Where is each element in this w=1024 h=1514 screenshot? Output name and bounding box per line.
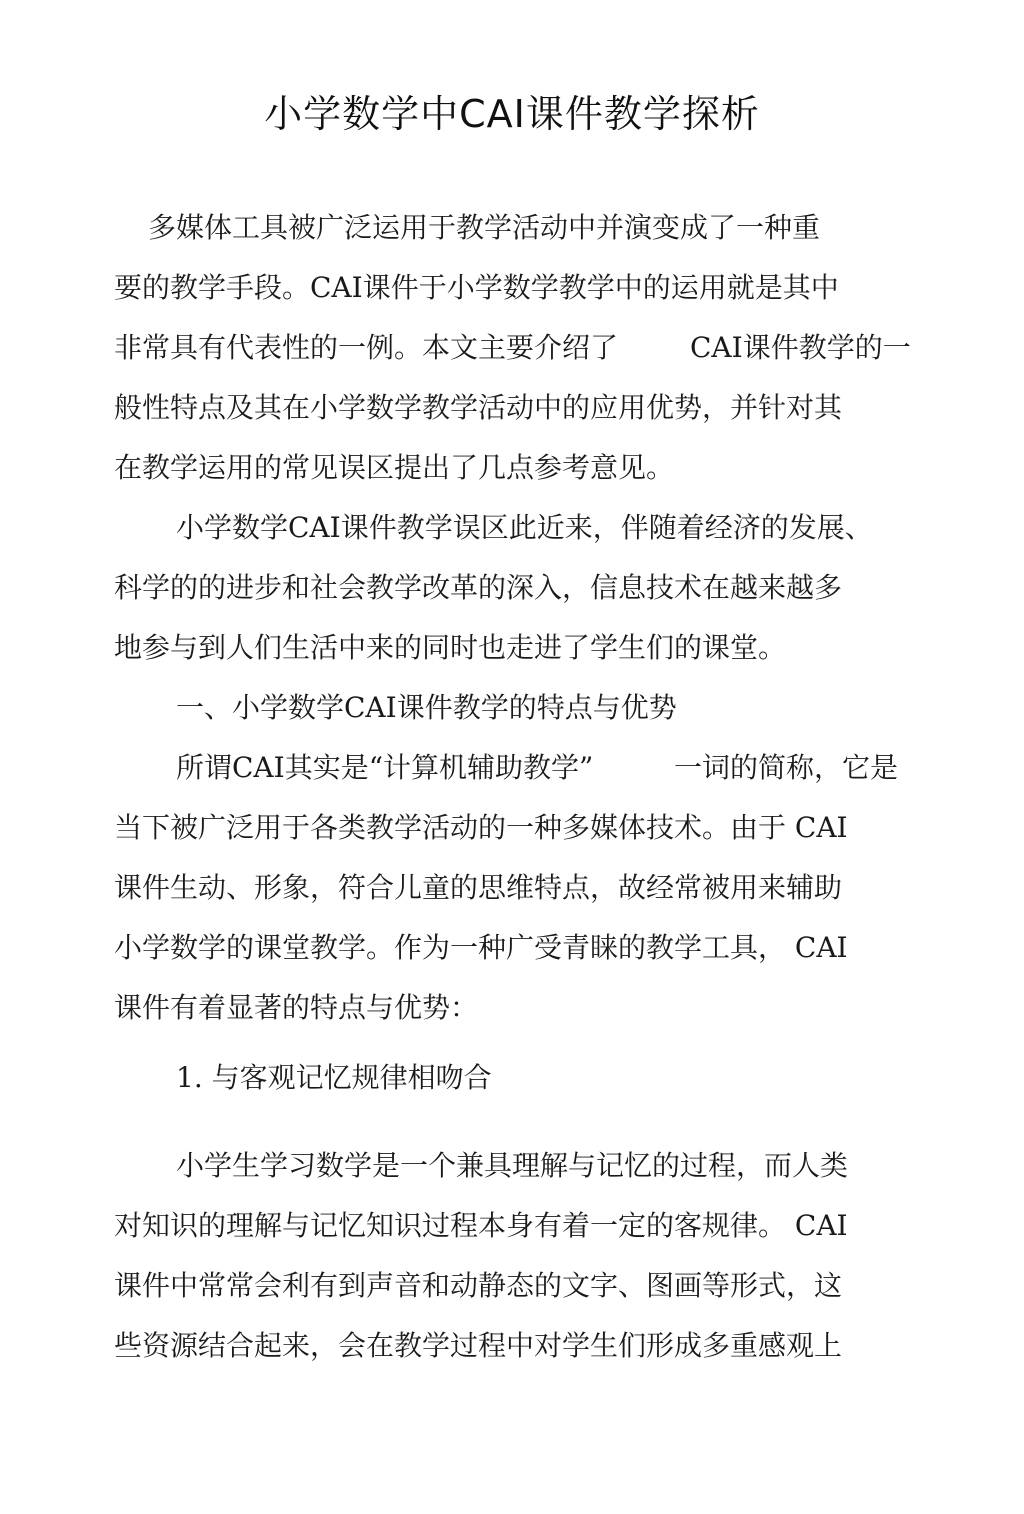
para3-line-4: 小学数学的课堂教学。作为一种广受青睐的教学工具， CAI — [114, 931, 848, 964]
para4-line-4: 些资源结合起来，会在教学过程中对学生们形成多重感观上 — [114, 1329, 843, 1362]
para3-line-1a: 所谓CAI其实是“计算机辅助教学” — [176, 751, 594, 784]
intro-line-2: 要的教学手段。CAI课件于小学数学教学中的运用就是其中 — [114, 271, 839, 304]
intro-line-4: 般性特点及其在小学数学教学活动中的应用优势，并针对其 — [114, 391, 843, 424]
para2-line-3: 地参与到人们生活中来的同时也走进了学生们的课堂。 — [114, 631, 787, 664]
para2-line-1: 小学数学CAI课件教学误区此近来，伴随着经济的发展、 — [176, 511, 873, 544]
intro-line-3b: CAI课件教学的一 — [690, 331, 911, 364]
para4-line-1: 小学生学习数学是一个兼具理解与记忆的过程，而人类 — [176, 1149, 849, 1182]
subheading-1: 1. 与客观记忆规律相吻合 — [176, 1061, 492, 1094]
para3-line-5: 课件有着显著的特点与优势： — [114, 991, 479, 1024]
intro-line-1: 多媒体工具被广泛运用于教学活动中并演变成了一种重 — [148, 211, 821, 244]
para3-line-2: 当下被广泛用于各类教学活动的一种多媒体技术。由于 CAI — [114, 811, 848, 844]
para3-line-1b: 一词的简称，它是 — [674, 751, 899, 784]
para3-line-3: 课件生动、形象，符合儿童的思维特点，故经常被用来辅助 — [114, 871, 843, 904]
para4-line-2: 对知识的理解与记忆知识过程本身有着一定的客规律。 CAI — [114, 1209, 848, 1242]
intro-line-5: 在教学运用的常见误区提出了几点参考意见。 — [114, 451, 675, 484]
page-title: 小学数学中CAI课件教学探析 — [264, 92, 760, 136]
para2-line-2: 科学的的进步和社会教学改革的深入，信息技术在越来越多 — [114, 571, 843, 604]
section-heading-1: 一、小学数学CAI课件教学的特点与优势 — [176, 691, 677, 724]
intro-line-3a: 非常具有代表性的一例。本文主要介绍了 — [114, 331, 619, 364]
para4-line-3: 课件中常常会利有到声音和动静态的文字、图画等形式，这 — [114, 1269, 843, 1302]
